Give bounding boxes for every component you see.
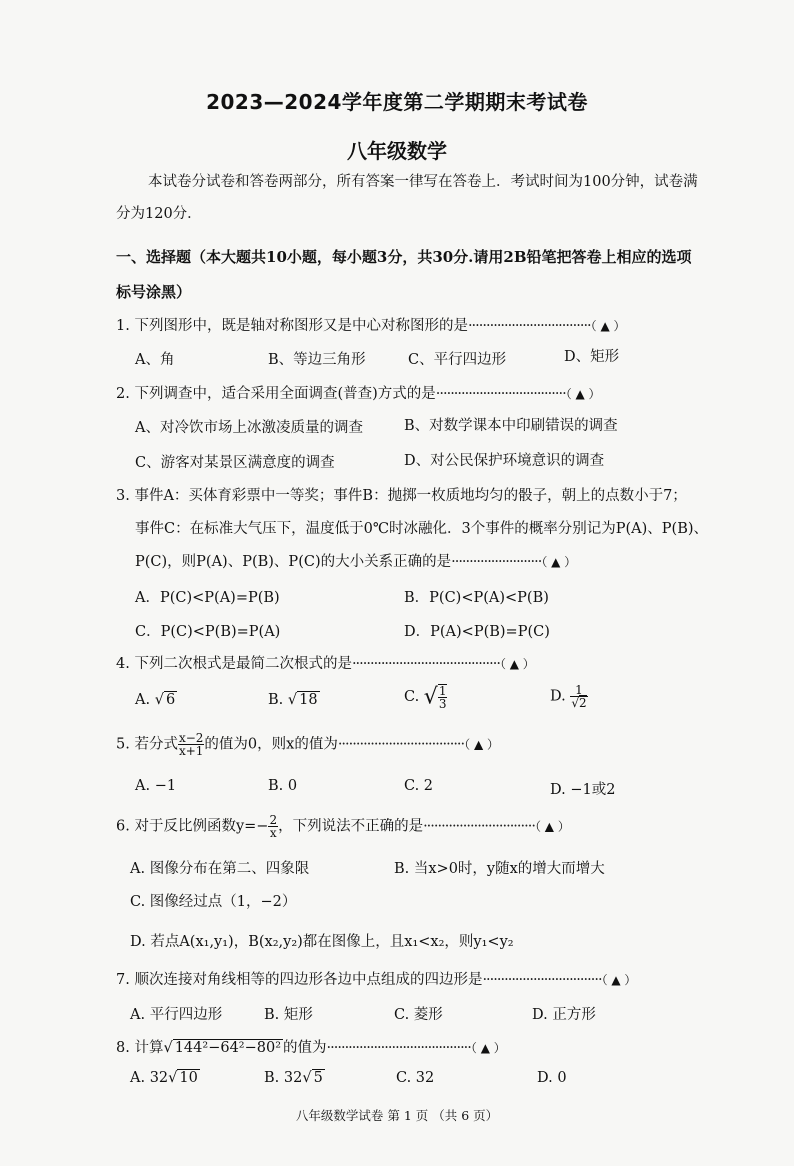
q4-option-a: A. √ 6 — [135, 692, 176, 708]
q7-option-b: B. 矩形 — [264, 1007, 313, 1023]
question-6-stem: 6. 对于反比例函数y=− $\frac{2}{x}$ ，下列说法不正确的是·······························（ ▲ ） — [116, 813, 570, 840]
question-8-stem: 8. 计算√ 144²−64²−80² 的值为········································（ ▲ ） — [116, 1040, 506, 1056]
exam-title: 2023—2024学年度第二学期期末考试卷 — [206, 90, 588, 114]
page-footer: 八年级数学试卷 第 1 页 （共 6 页） — [295, 1108, 499, 1123]
q2-option-d: D、对公民保护环境意识的调查 — [404, 453, 605, 469]
question-3-line-2: 事件C：在标准大气压下，温度低于0℃时冰融化．3个事件的概率分别记为P(A)、P(B)、 — [135, 521, 709, 537]
q2-option-b: B、对数学课本中印刷错误的调查 — [404, 418, 618, 434]
q2-option-a: A、对冷饮市场上冰激凌质量的调查 — [135, 420, 363, 436]
q4-option-c: C. √ $\frac{1}{3}$ — [404, 684, 447, 711]
q5-option-d: D. −1或2 — [550, 782, 616, 798]
q6-option-d: D. 若点A(x₁,y₁)，B(x₂,y₂)都在图像上，且x₁<x₂，则y₁<y₂ — [130, 934, 514, 950]
q7-option-a: A. 平行四边形 — [130, 1007, 223, 1023]
q1-option-a: A、角 — [135, 352, 175, 368]
q5-option-c: C. 2 — [404, 778, 434, 794]
q3-option-a: A．P(C)<P(A)=P(B) — [135, 590, 280, 606]
question-7-stem: 7. 顺次连接对角线相等的四边形各边中点组成的四边形是·································（ ▲ ） — [116, 972, 637, 988]
q7-option-c: C. 菱形 — [394, 1007, 443, 1023]
q4-option-b: B. √ 18 — [268, 692, 318, 708]
question-4-stem: 4. 下列二次根式是最简二次根式的是·········································（ ▲ ） — [116, 656, 535, 672]
q8-option-d: D. 0 — [537, 1070, 567, 1086]
q6-option-a: A. 图像分布在第二、四象限 — [130, 861, 310, 877]
exam-subtitle: 八年级数学 — [347, 139, 447, 163]
question-3-line-1: 3. 事件A：买体育彩票中一等奖；事件B：抛掷一枚质地均匀的骰子，朝上的点数小于7； — [116, 488, 687, 504]
q1-option-c: C、平行四边形 — [408, 352, 507, 368]
q5-option-b: B. 0 — [268, 778, 298, 794]
question-2-stem: 2. 下列调查中，适合采用全面调查(普查)方式的是····································（ ▲ ） — [116, 386, 601, 402]
question-3-line-3: P(C)，则P(A)、P(B)、P(C)的大小关系正确的是·························（ ▲ ） — [135, 554, 577, 570]
question-1-stem: 1. 下列图形中，既是轴对称图形又是中心对称图形的是··································（ ▲ ） — [116, 318, 626, 334]
q8-option-c: C. 32 — [396, 1070, 435, 1086]
q8-option-a: A. 32√ 10 — [130, 1070, 198, 1086]
question-5-stem: 5. 若分式 $\frac{x-2}{x+1}$ 的值为0，则x的值为···································（ ▲ ） — [116, 731, 500, 758]
q8-option-b: B. 32√ 5 — [264, 1070, 323, 1086]
section-heading: 一、选择题（本大题共10小题，每小题3分，共30分.请用2B铅笔把答卷上相应的选项标号涂黑） — [116, 248, 692, 301]
q7-option-d: D. 正方形 — [532, 1007, 596, 1023]
q6-option-c: C. 图像经过点（1，−2） — [130, 894, 297, 910]
q2-option-c: C、游客对某景区满意度的调查 — [135, 455, 335, 471]
q1-option-b: B、等边三角形 — [268, 352, 366, 368]
q3-option-b: B．P(C)<P(A)<P(B) — [404, 590, 549, 606]
q3-option-d: D．P(A)<P(B)=P(C) — [404, 624, 550, 640]
q3-option-c: C．P(C)<P(B)=P(A) — [135, 624, 281, 640]
q6-option-b: B. 当x>0时，y随x的增大而增大 — [394, 861, 605, 877]
q5-option-a: A. −1 — [135, 778, 177, 794]
exam-intro: 本试卷分试卷和答卷两部分，所有答案一律写在答卷上．考试时间为100分钟，试卷满分为120分． — [116, 174, 698, 222]
q1-option-d: D、矩形 — [564, 349, 620, 365]
q4-option-d: D. $\frac{1}{√2}$ — [550, 683, 587, 710]
